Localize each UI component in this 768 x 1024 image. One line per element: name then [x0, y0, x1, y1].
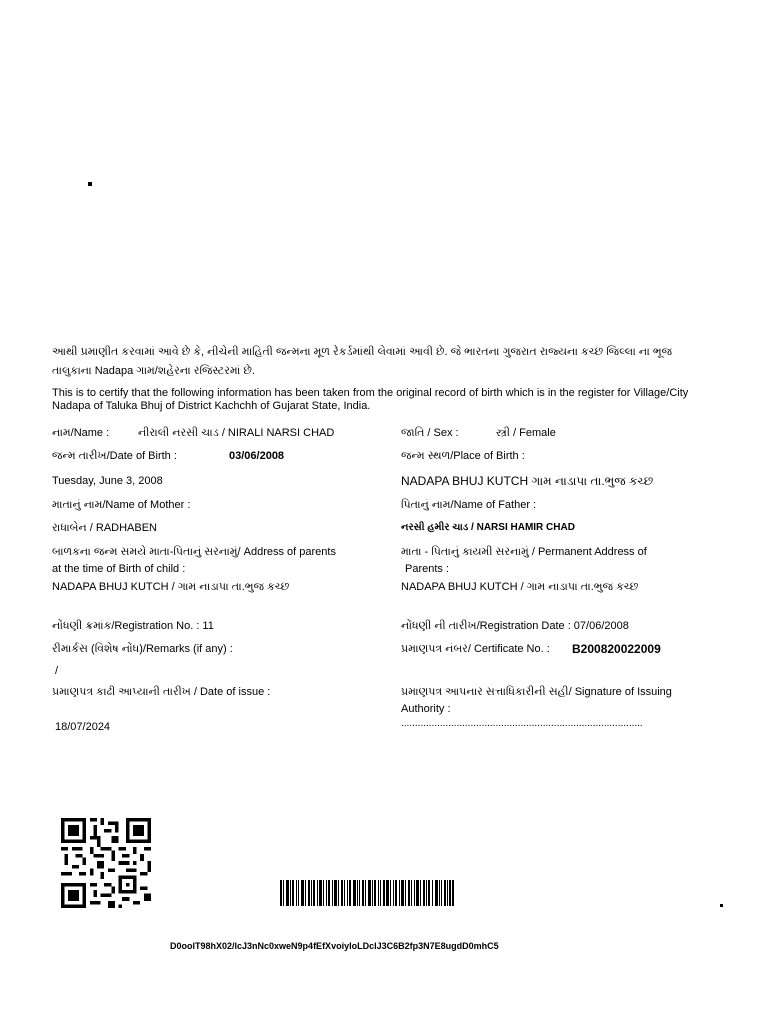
addr-birth-value: NADAPA BHUJ KUTCH / ગામ નાડાપા તા.ભુજ કચ્છ	[52, 581, 290, 593]
father-label: પિતાનું નામ/Name of Father :	[401, 499, 537, 511]
issue-date-value: 18/07/2024	[55, 721, 111, 733]
addr-perm-label-1: માતા - પિતાનું કાયમી સરનામું / Permanent Address of	[401, 546, 647, 558]
remarks-value: /	[55, 665, 59, 677]
mother-label: માતાનું નામ/Name of Mother :	[52, 499, 191, 511]
pob-label: જન્મ સ્થળ/Place of Birth :	[401, 450, 525, 462]
signature-label-2: Authority :	[401, 703, 451, 715]
certificate-label: પ્રમાણપત્ર નંબર/ Certificate No. :	[401, 643, 550, 655]
addr-perm-value: NADAPA BHUJ KUTCH / ગામ નાડાપા તા.ભુજ કચ્છ	[401, 581, 639, 593]
barcode-icon	[280, 880, 454, 906]
signature-line: .......................................................................................	[401, 718, 643, 729]
mark-dot	[88, 182, 92, 186]
intro-english-1: This is to certify that the following information has been taken from the original record of birth which is in the register for Village/City	[52, 387, 689, 399]
sex-label: જાતિ / Sex :	[401, 427, 459, 439]
intro-gujarati-1: આથી પ્રમાણીત કરવામાં આવે છે કે, નીચેની માહિતી જન્મના મૂળ રેકર્ડમાંથી લેવામાં આવી છે. જે ભારતના ગુજરાત રાજ્યના કચ્છ જિલ્લા ના ભૂજ	[52, 346, 673, 358]
father-value: નરસી હમીર ચાડ / NARSI HAMIR CHAD	[401, 522, 575, 533]
addr-perm-label-2: Parents :	[405, 563, 450, 575]
mark-dot	[720, 904, 723, 907]
intro-gujarati-2: તાલુકાના Nadapa ગામ/શહેરના રજિસ્ટરમાં છે.	[52, 365, 255, 377]
certificate-number: B200820022009	[572, 642, 661, 656]
intro-english-2: Nadapa of Taluka Bhuj of District Kachchh of Gujarat State, India.	[52, 400, 371, 412]
pob-value: NADAPA BHUJ KUTCH ગામ નાડાપા તા.ભુજ કચ્છ	[401, 474, 654, 488]
dob-value: 03/06/2008	[229, 450, 285, 462]
remarks-label: રીમાર્કસ (વિશેષ નોંધ)/Remarks (if any) :	[52, 643, 233, 655]
name-label: નામ/Name :	[52, 427, 110, 439]
addr-birth-label-1: બાળકના જન્મ સમયે માતા-પિતાનું સરનામું/ Address of parents	[52, 546, 336, 558]
footer-code: D0oolT98hX02/lcJ3nNc0xweN9p4fEfXvoiyIoLDclJ3C6B2fp3N7E8ugdD0mhC5	[170, 941, 499, 951]
dob-words: Tuesday, June 3, 2008	[52, 475, 163, 487]
addr-birth-label-2: at the time of Birth of child :	[52, 563, 186, 575]
sex-value: સ્ત્રી / Female	[496, 427, 556, 439]
mother-value: રાધાબેન / RADHABEN	[52, 522, 157, 534]
name-value: નીરાલી નરસી ચાડ / NIRALI NARSI CHAD	[138, 427, 335, 439]
qr-code-icon	[57, 818, 155, 908]
registration-number: નોંધણી ક્રમાંક/Registration No. : 11	[52, 620, 214, 632]
signature-label-1: પ્રમાણપત્ર આપનાર સત્તાધિકારીની સહી/ Signature of Issuing	[401, 686, 672, 698]
issue-date-label: પ્રમાણપત્ર કાઢી આપ્યાની તારીખ / Date of issue :	[52, 686, 271, 698]
registration-date: નોંધણી ની તારીખ/Registration Date : 07/06/2008	[401, 620, 629, 632]
dob-label: જન્મ તારીખ/Date of Birth :	[52, 450, 177, 462]
